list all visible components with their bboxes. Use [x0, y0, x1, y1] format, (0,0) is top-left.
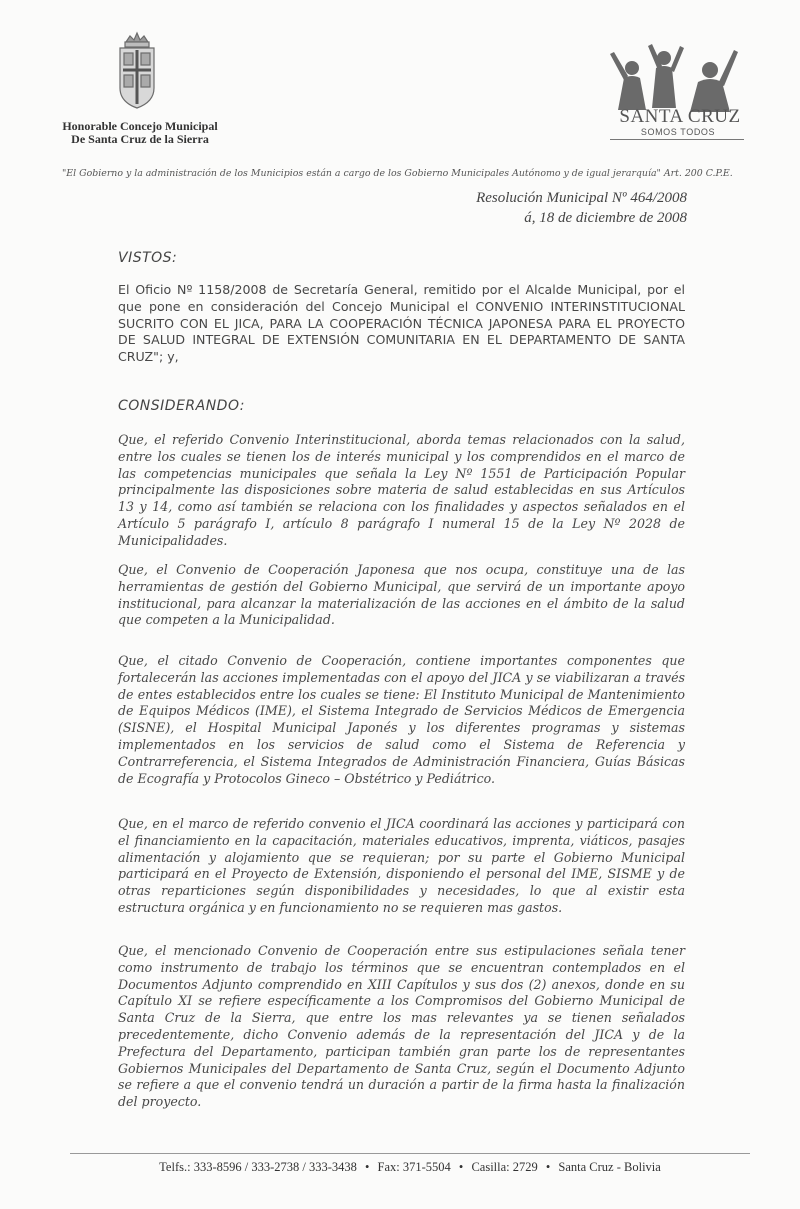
vistos-heading: VISTOS: — [118, 250, 178, 266]
considerando-paragraph-5: Que, el mencionado Convenio de Cooperación entre sus estipulaciones señala tener como instrumento de trabajo los términos que se encuentran contemplados en el Documentos Adjunto comprendido en XIII Capítulos y sus dos (2) anexos, donde en su Capítulo XI se refiere específicamente a los Compromisos del Gobierno Municipal de Santa Cruz de la Sierra, que entre los mas relevantes ya se tienen señalados precedentemente, dicho Convenio además de la representación del JICA y de la Prefectura del Departamento, participan también gran parte los de representantes Gobiernos Municipales del Departamento de Santa Cruz, según el Documento Adjunto se refiere a que el convenio tendrá un duración a partir de la firma hasta la finalización del proyecto. — [118, 943, 685, 1110]
logo-divider — [610, 139, 744, 140]
footer-fax: Fax: 371-5504 — [377, 1160, 451, 1174]
logo-title: SANTA CRUZ — [619, 106, 741, 127]
footer-divider — [70, 1153, 750, 1154]
resolution-number: Resolución Municipal Nº 464/2008 — [476, 190, 687, 206]
footer-city: Santa Cruz - Bolivia — [558, 1160, 661, 1174]
considerando-paragraph-1: Que, el referido Convenio Interinstitucional, aborda temas relacionados con la salud, entre los cuales se tienen los de interés municipal y los comprendidos en el marco de las competencias municipales que señala la Ley Nº 1551 de Participación Popular principalmente las disposiciones sobre materia de salud establecidas en sus Artículos 13 y 14, como así también se relaciona con los finalidades y aspectos señalados en el Artículo 5 parágrafo I, artículo 8 parágrafo I numeral 15 de la Ley Nº 2028 de Municipalidades. — [118, 432, 685, 548]
logo-subtitle: SOMOS TODOS — [640, 127, 716, 137]
resolution-date: á, 18 de diciembre de 2008 — [524, 210, 687, 226]
vistos-paragraph: El Oficio Nº 1158/2008 de Secretaría General, remitido por el Alcalde Municipal, por el que pone en consideración del Concejo Municipal el CONVENIO INTERINSTITUCIONAL SUCRITO CON EL JICA, PARA LA COOPERACIÓN TÉCNICA JAPONESA PARA EL PROYECTO DE SALUD INTEGRAL DE EXTENSIÓN COMUNITARIA EN EL DEPARTAMENTO DE SANTA CRUZ"; y, — [118, 282, 685, 365]
footer-separator: • — [545, 1160, 551, 1174]
considerando-heading: CONSIDERANDO: — [118, 398, 245, 414]
coat-of-arms-icon — [112, 30, 162, 118]
footer-phones: Telfs.: 333-8596 / 333-2738 / 333-3438 — [159, 1160, 357, 1174]
considerando-paragraph-2: Que, el Convenio de Cooperación Japonesa que nos ocupa, constituye una de las herramientas de gestión del Gobierno Municipal, que servirá de un importante apoyo institucional, para alcanzar la materialización de las acciones en el ámbito de la salud que competen a la Municipalidad. — [118, 562, 685, 628]
footer-separator: • — [365, 1160, 370, 1174]
constitution-quote: "El Gobierno y la administración de los Municipios están a cargo de los Gobierno Municipales Autónomo y de igual jerarquía" Art. 200 C.P.E. — [62, 168, 733, 179]
council-name — [40, 120, 240, 146]
footer-casilla: Casilla: 2729 — [471, 1160, 538, 1174]
considerando-paragraph-4: Que, en el marco de referido convenio el JICA coordinará las acciones y participará con el financiamiento en la capacitación, materiales educativos, imprenta, viáticos, pasajes alimentación y alojamiento que se requieran; por su parte el Gobierno Municipal participará en el Proyecto de Extensión, disponiendo el personal del IME, SISME y de otras reparticiones según disponibilidades y necesidades, lo que al existir esta estructura orgánica y en funcionamiento no se requieren mas gastos. — [118, 816, 685, 915]
council-line-1: Honorable Concejo Municipal — [62, 119, 218, 133]
council-line-2: De Santa Cruz de la Sierra — [71, 132, 209, 146]
footer-separator: • — [458, 1160, 464, 1174]
footer-contact — [70, 1160, 750, 1175]
considerando-paragraph-3: Que, el citado Convenio de Cooperación, contiene importantes componentes que fortalecerán las acciones implementadas con el apoyo del JICA y se viabilizaran a través de entes establecidos entre los cuales se tiene: El Instituto Municipal de Mantenimiento de Equipos Médicos (IME), el Sistema Integrado de Servicios Médicos de Emergencia (SISNE), el Hospital Municipal Japonés y los diferentes programas y sistemas implementados en los servicios de salud como el Sistema de Referencia y Contrarreferencia, el Sistema Integrados de Administración Financiera, Guías Básicas de Ecografía y Protocolos Gineco – Obstétrico y Pediátrico. — [118, 653, 685, 786]
